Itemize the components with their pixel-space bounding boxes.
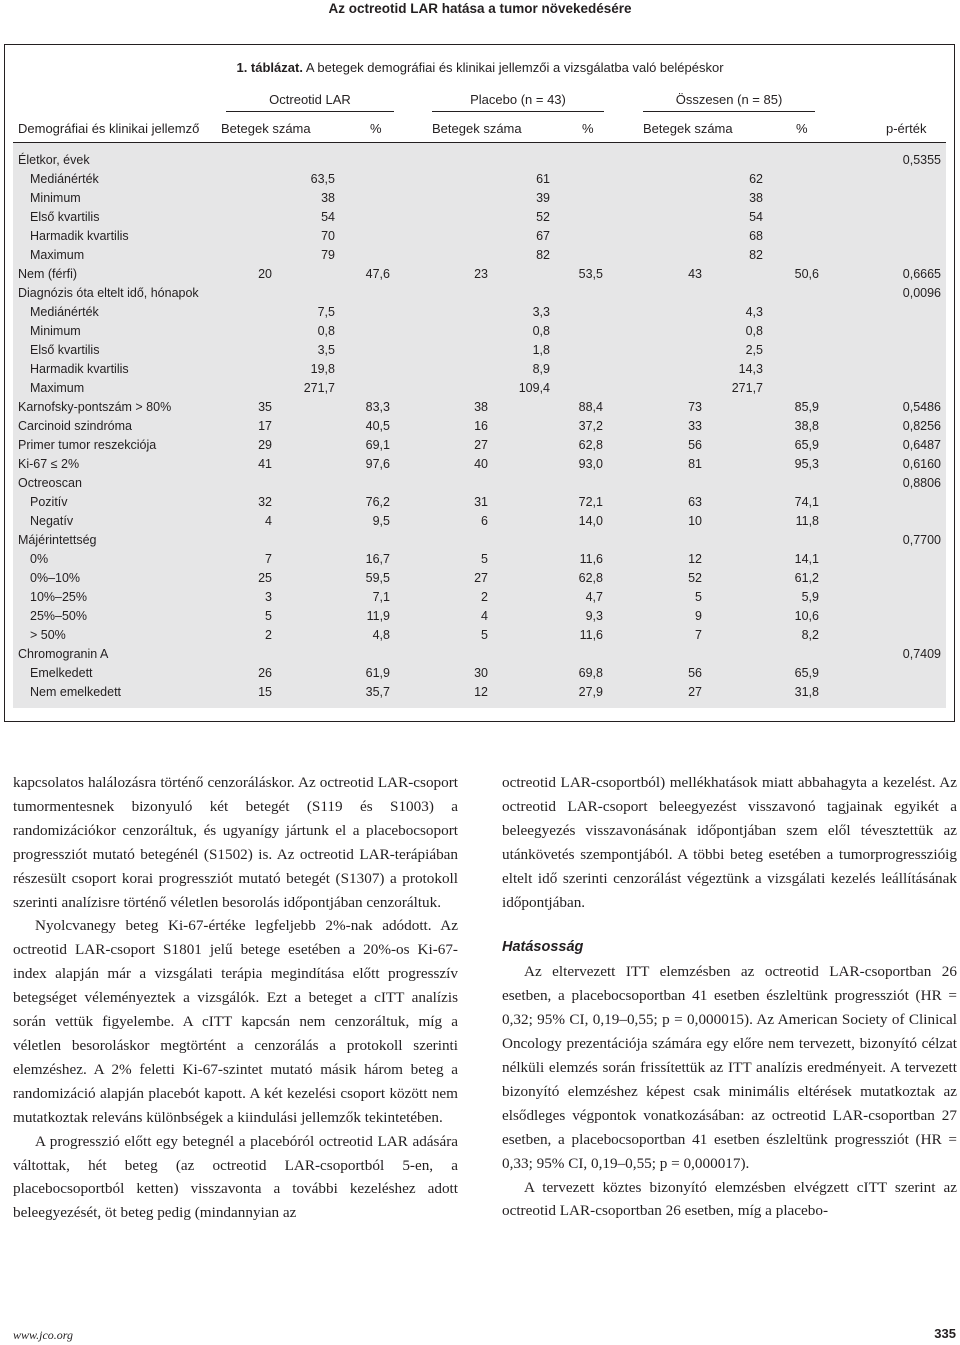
- table-cell: 40: [474, 457, 488, 471]
- p-value-cell: 0,0096: [902, 286, 941, 300]
- table-body: [13, 143, 946, 708]
- table-cell: 6: [481, 514, 488, 528]
- table-cell: 3,5: [317, 343, 335, 357]
- table-cell: 82: [749, 248, 763, 262]
- table-cell: 56: [688, 666, 702, 680]
- group-header-placebo: Placebo (n = 43): [470, 92, 566, 107]
- table-cell: 69,1: [365, 438, 390, 452]
- table-cell: 62: [749, 172, 763, 186]
- section-heading: Hatásosság: [502, 939, 584, 956]
- table-cell: 11,6: [579, 552, 603, 566]
- table-cell: 61: [536, 172, 550, 186]
- row-label: 10%–25%: [30, 590, 87, 604]
- table-row: [13, 512, 946, 531]
- table-row: [13, 626, 946, 645]
- group-rule: [226, 111, 394, 112]
- table-cell: 7,5: [317, 305, 335, 319]
- column-header-percent: %: [582, 121, 594, 136]
- row-label: Diagnózis óta eltelt idő, hónapok: [18, 286, 199, 300]
- table-cell: 33: [688, 419, 702, 433]
- row-label: Nem (férfi): [18, 267, 78, 281]
- table-cell: 9: [695, 609, 702, 623]
- table-cell: 8,2: [801, 628, 819, 642]
- table-cell: 19,8: [310, 362, 335, 376]
- table-row: [13, 474, 946, 493]
- table-cell: 5,9: [801, 590, 819, 604]
- table-cell: 93,0: [578, 457, 603, 471]
- row-label: Carcinoid szindróma: [18, 419, 132, 433]
- group-header-octreotid: Octreotid LAR: [269, 92, 351, 107]
- table-row: [13, 683, 946, 702]
- table-cell: 2,5: [745, 343, 763, 357]
- table-row: [13, 436, 946, 455]
- table-cell: 4: [265, 514, 272, 528]
- table-cell: 14,0: [578, 514, 603, 528]
- table-cell: 26: [258, 666, 272, 680]
- table-cell: 271,7: [731, 381, 763, 395]
- table-cell: 20: [258, 267, 272, 281]
- table-cell: 29: [258, 438, 272, 452]
- table-cell: 31,8: [794, 685, 819, 699]
- table-cell: 23: [474, 267, 488, 281]
- table-cell: 9,5: [372, 514, 390, 528]
- table-caption-label: 1. táblázat.: [236, 60, 303, 75]
- running-header: [0, 0, 960, 26]
- column-header-percent: %: [370, 121, 382, 136]
- row-label: Első kvartilis: [30, 210, 100, 224]
- row-label: Mediánérték: [30, 172, 99, 186]
- table-cell: 16,7: [365, 552, 390, 566]
- table-cell: 76,2: [365, 495, 390, 509]
- paragraph: Az eltervezett ITT elemzésben az octreotid LAR-csoportban 26 esetben, a placebocsoportban 41 esetben észleltünk progressziót (HR = 0,32; 95% CI, 0,19–0,55; p = 0,000015). Az American Society of Clinical Oncology prezentációja számára egy előre nem tervezett, bizonyító célzat nélküli elemzés során frissítettük az ITT analízis eredményeit. A tervezett bizonyító elemzéshez képest csak minimális eltérések mutatkoztak az elsődleges végpontok vonatkozásában: az octreotid LAR-csoportban 27 esetben, a placebocsoportban 41 esetben észleltünk progressziót (HR = 0,33; 95% CI, 0,19–0,55; p = 0,000017).: [502, 963, 957, 1172]
- table-cell: 0,8: [532, 324, 550, 338]
- table-row: [13, 588, 946, 607]
- table-cell: 11,8: [795, 514, 819, 528]
- table-cell: 0,8: [317, 324, 335, 338]
- table-cell: 10: [688, 514, 702, 528]
- table-cell: 68: [749, 229, 763, 243]
- row-label: Karnofsky-pontszám > 80%: [18, 400, 172, 414]
- table-cell: 109,4: [518, 381, 550, 395]
- table-cell: 27: [474, 438, 488, 452]
- paragraph: A tervezett köztes bizonyító elemzésben elvégzett cITT szerint az octreotid LAR-csoportban 26 esetben, míg a placebo-: [502, 1178, 957, 1220]
- table-cell: 5: [695, 590, 702, 604]
- table-caption: [0, 60, 960, 75]
- table-cell: 7,1: [372, 590, 390, 604]
- table-cell: 2: [481, 590, 488, 604]
- table-row: [13, 170, 946, 189]
- table-row: [13, 531, 946, 550]
- table-cell: 50,6: [794, 267, 819, 281]
- page-number: 335: [934, 1326, 956, 1341]
- table-cell: 27: [688, 685, 702, 699]
- row-label: Harmadik kvartilis: [30, 229, 129, 243]
- table-cell: 25: [258, 571, 272, 585]
- paragraph: kapcsolatos halálozásra történő cenzoráláskor. Az octreotid LAR-csoport tumormentesnek bizonyuló két betegét (S119 és S1003) a randomizációkor cenzoráltuk, és ugyanígy jártunk el a placebocsoport progressziót mutató betegénél (S1502) is. Az octreotid LAR-terápiában részesült csoport korai progressziót mutató betegét (S1307) a protokoll szerinti analízisre történő véletlen besorolás időpontjában cenzoráltuk.: [13, 774, 458, 911]
- row-label: Harmadik kvartilis: [30, 362, 129, 376]
- table-cell: 37,2: [578, 419, 603, 433]
- table-cell: 47,6: [365, 267, 390, 281]
- table-caption-text: A betegek demográfiai és klinikai jellemzői a vizsgálatba való belépéskor: [305, 60, 724, 75]
- table-cell: 82: [536, 248, 550, 262]
- table-cell: 3: [265, 590, 272, 604]
- table-cell: 95,3: [794, 457, 819, 471]
- group-rule: [432, 111, 604, 112]
- table-cell: 59,5: [365, 571, 390, 585]
- row-label: Emelkedett: [30, 666, 93, 680]
- row-label: Maximum: [30, 381, 85, 395]
- table-cell: 41: [258, 457, 272, 471]
- table-cell: 11,9: [366, 609, 390, 623]
- column-header-percent: %: [796, 121, 808, 136]
- row-label: > 50%: [30, 628, 66, 642]
- table-cell: 27,9: [578, 685, 603, 699]
- table-cell: 70: [321, 229, 335, 243]
- table-row: [13, 645, 946, 664]
- table-cell: 73: [688, 400, 702, 414]
- p-value-cell: 0,8806: [902, 476, 941, 490]
- p-value-cell: 0,5486: [902, 400, 941, 414]
- table-cell: 9,3: [585, 609, 603, 623]
- row-label: Ki-67 ≤ 2%: [18, 457, 80, 471]
- table-row: [13, 322, 946, 341]
- table-cell: 38,8: [794, 419, 819, 433]
- row-label: Mediánérték: [30, 305, 99, 319]
- p-value-cell: 0,6487: [902, 438, 941, 452]
- table-cell: 1,8: [532, 343, 550, 357]
- table-cell: 5: [481, 628, 488, 642]
- table-cell: 12: [688, 552, 702, 566]
- table-cell: 81: [688, 457, 702, 471]
- row-label: Májérintettség: [18, 533, 97, 547]
- table-cell: 12: [474, 685, 488, 699]
- table-cell: 3,3: [532, 305, 550, 319]
- right-column: [502, 771, 957, 1223]
- table-row: [13, 189, 946, 208]
- table-cell: 63: [688, 495, 702, 509]
- row-label: Életkor, évek: [18, 153, 90, 167]
- header-title: Az octreotid LAR hatása a tumor növekedésére: [328, 1, 632, 16]
- table-cell: 67: [536, 229, 550, 243]
- table-cell: 61,2: [794, 571, 819, 585]
- row-label: Minimum: [30, 191, 81, 205]
- table-row: [13, 227, 946, 246]
- column-header-characteristic: Demográfiai és klinikai jellemző: [18, 121, 200, 136]
- table-cell: 2: [265, 628, 272, 642]
- table-row: [13, 151, 946, 170]
- table-cell: 4,7: [585, 590, 603, 604]
- table-cell: 32: [258, 495, 272, 509]
- table-cell: 62,8: [578, 438, 603, 452]
- row-label: Nem emelkedett: [30, 685, 122, 699]
- table-row: [13, 550, 946, 569]
- column-header-pvalue: p-érték: [886, 121, 927, 136]
- table-cell: 7: [695, 628, 702, 642]
- table-row: [13, 398, 946, 417]
- column-header-count: Betegek száma: [221, 121, 311, 136]
- table-cell: 61,9: [365, 666, 390, 680]
- row-label: Első kvartilis: [30, 343, 100, 357]
- table-row: [13, 417, 946, 436]
- table-row: [13, 360, 946, 379]
- table-cell: 35,7: [365, 685, 390, 699]
- table-cell: 74,1: [794, 495, 819, 509]
- table-row: [13, 208, 946, 227]
- table-cell: 15: [258, 685, 272, 699]
- table-cell: 54: [749, 210, 763, 224]
- table-cell: 40,5: [365, 419, 390, 433]
- table-cell: 10,6: [794, 609, 819, 623]
- table-row: [13, 284, 946, 303]
- table-cell: 52: [688, 571, 702, 585]
- table-row: [13, 265, 946, 284]
- table-cell: 4,3: [745, 305, 763, 319]
- row-label: Negatív: [30, 514, 74, 528]
- table-cell: 14,1: [794, 552, 819, 566]
- paragraph: Nyolcvanegy beteg Ki-67-értéke legfeljebb 2%-nak adódott. Az octreotid LAR-csoport S1801 jelű betege esetében a 20%-os Ki-67-index alapján már a vizsgálati terápia megindítása előtt progresszív betegséget véleményeztek a vizsgálók. Ezt a beteget a cITT analízis során vettük figyelembe. A cITT kapcsán nem cenzoráltuk, míg a véletlen besoroláskor megtörtént a cenzorálás a protokoll szerinti elemzéshez. A 2% feletti Ki-67-szintet mutató másik három beteg a randomizáció alapján placebót kapott. A két kezelési csoport között nem mutatkoztak releváns különbségek a kiindulási jellemzők tekintetében.: [13, 917, 458, 1126]
- table-cell: 4: [481, 609, 488, 623]
- p-value-cell: 0,7700: [902, 533, 941, 547]
- table-cell: 35: [258, 400, 272, 414]
- column-header-count: Betegek száma: [432, 121, 522, 136]
- table-cell: 30: [474, 666, 488, 680]
- table-cell: 8,9: [532, 362, 550, 376]
- table-cell: 97,6: [365, 457, 390, 471]
- row-label: Octreoscan: [18, 476, 82, 490]
- row-label: Chromogranin A: [18, 647, 109, 661]
- table-cell: 72,1: [578, 495, 603, 509]
- row-label: 25%–50%: [30, 609, 87, 623]
- table-cell: 83,3: [365, 400, 390, 414]
- p-value-cell: 0,6160: [902, 457, 941, 471]
- table-row: [13, 569, 946, 588]
- table-cell: 16: [474, 419, 488, 433]
- table-cell: 65,9: [794, 438, 819, 452]
- row-label: 0%–10%: [30, 571, 81, 585]
- table-row: [13, 303, 946, 322]
- table-row: [13, 493, 946, 512]
- paragraph: A progresszió előtt egy betegnél a placebóról octreotid LAR adására váltottak, hét beteg (az octreotid LAR-csoportból 5-en, a placebocsoportból ketten) visszavonta a további kezeléshez adott beleegyezését, öt beteg pedig (mindannyian az: [13, 1132, 458, 1222]
- table-cell: 31: [474, 495, 488, 509]
- table-row: [13, 341, 946, 360]
- table-cell: 38: [474, 400, 488, 414]
- p-value-cell: 0,6665: [902, 267, 941, 281]
- group-rule: [643, 111, 815, 112]
- table-cell: 53,5: [578, 267, 603, 281]
- table-cell: 0,8: [745, 324, 763, 338]
- table-cell: 271,7: [303, 381, 335, 395]
- table-row: [13, 455, 946, 474]
- table-cell: 88,4: [578, 400, 603, 414]
- table-cell: 79: [321, 248, 335, 262]
- table-row: [13, 246, 946, 265]
- left-column: [13, 771, 458, 1225]
- table-cell: 39: [536, 191, 550, 205]
- row-label: Maximum: [30, 248, 85, 262]
- row-label: Minimum: [30, 324, 81, 338]
- table-row: [13, 607, 946, 626]
- table-cell: 17: [258, 419, 272, 433]
- table-cell: 43: [688, 267, 702, 281]
- column-header-count: Betegek száma: [643, 121, 733, 136]
- table-cell: 7: [265, 552, 272, 566]
- table-cell: 5: [481, 552, 488, 566]
- p-value-cell: 0,5355: [902, 153, 941, 167]
- group-header-total: Összesen (n = 85): [675, 92, 783, 107]
- table-cell: 54: [321, 210, 335, 224]
- table-cell: 52: [536, 210, 550, 224]
- journal-url: www.jco.org: [13, 1328, 74, 1342]
- table-cell: 63,5: [310, 172, 335, 186]
- row-label: Pozitív: [30, 495, 68, 509]
- paragraph: octreotid LAR-csoportból) mellékhatások miatt abbahagyta a kezelést. Az octreotid LAR-csoport beleegyezést visszavonó tagjainak egyikét a beleegyezés visszavonásának időpontjában szem elől tévesztettük az utánkövetés szempontjából. A többi beteg esetében a tumorprogresszióig eltelt idő szerinti cenzorálást végeztünk a vizsgálati kezelés leállításának időpontjában.: [502, 774, 957, 911]
- row-label: 0%: [30, 552, 49, 566]
- table-cell: 4,8: [372, 628, 390, 642]
- table-cell: 65,9: [794, 666, 819, 680]
- table-cell: 56: [688, 438, 702, 452]
- p-value-cell: 0,8256: [902, 419, 941, 433]
- table-cell: 62,8: [578, 571, 603, 585]
- table-cell: 38: [749, 191, 763, 205]
- table-row: [13, 664, 946, 683]
- table-cell: 27: [474, 571, 488, 585]
- p-value-cell: 0,7409: [902, 647, 941, 661]
- table-cell: 11,6: [579, 628, 603, 642]
- table-cell: 5: [265, 609, 272, 623]
- table-cell: 38: [321, 191, 335, 205]
- row-label: Primer tumor reszekciója: [18, 438, 157, 452]
- table-cell: 14,3: [738, 362, 763, 376]
- table-cell: 85,9: [794, 400, 819, 414]
- table-row: [13, 379, 946, 398]
- table-cell: 69,8: [578, 666, 603, 680]
